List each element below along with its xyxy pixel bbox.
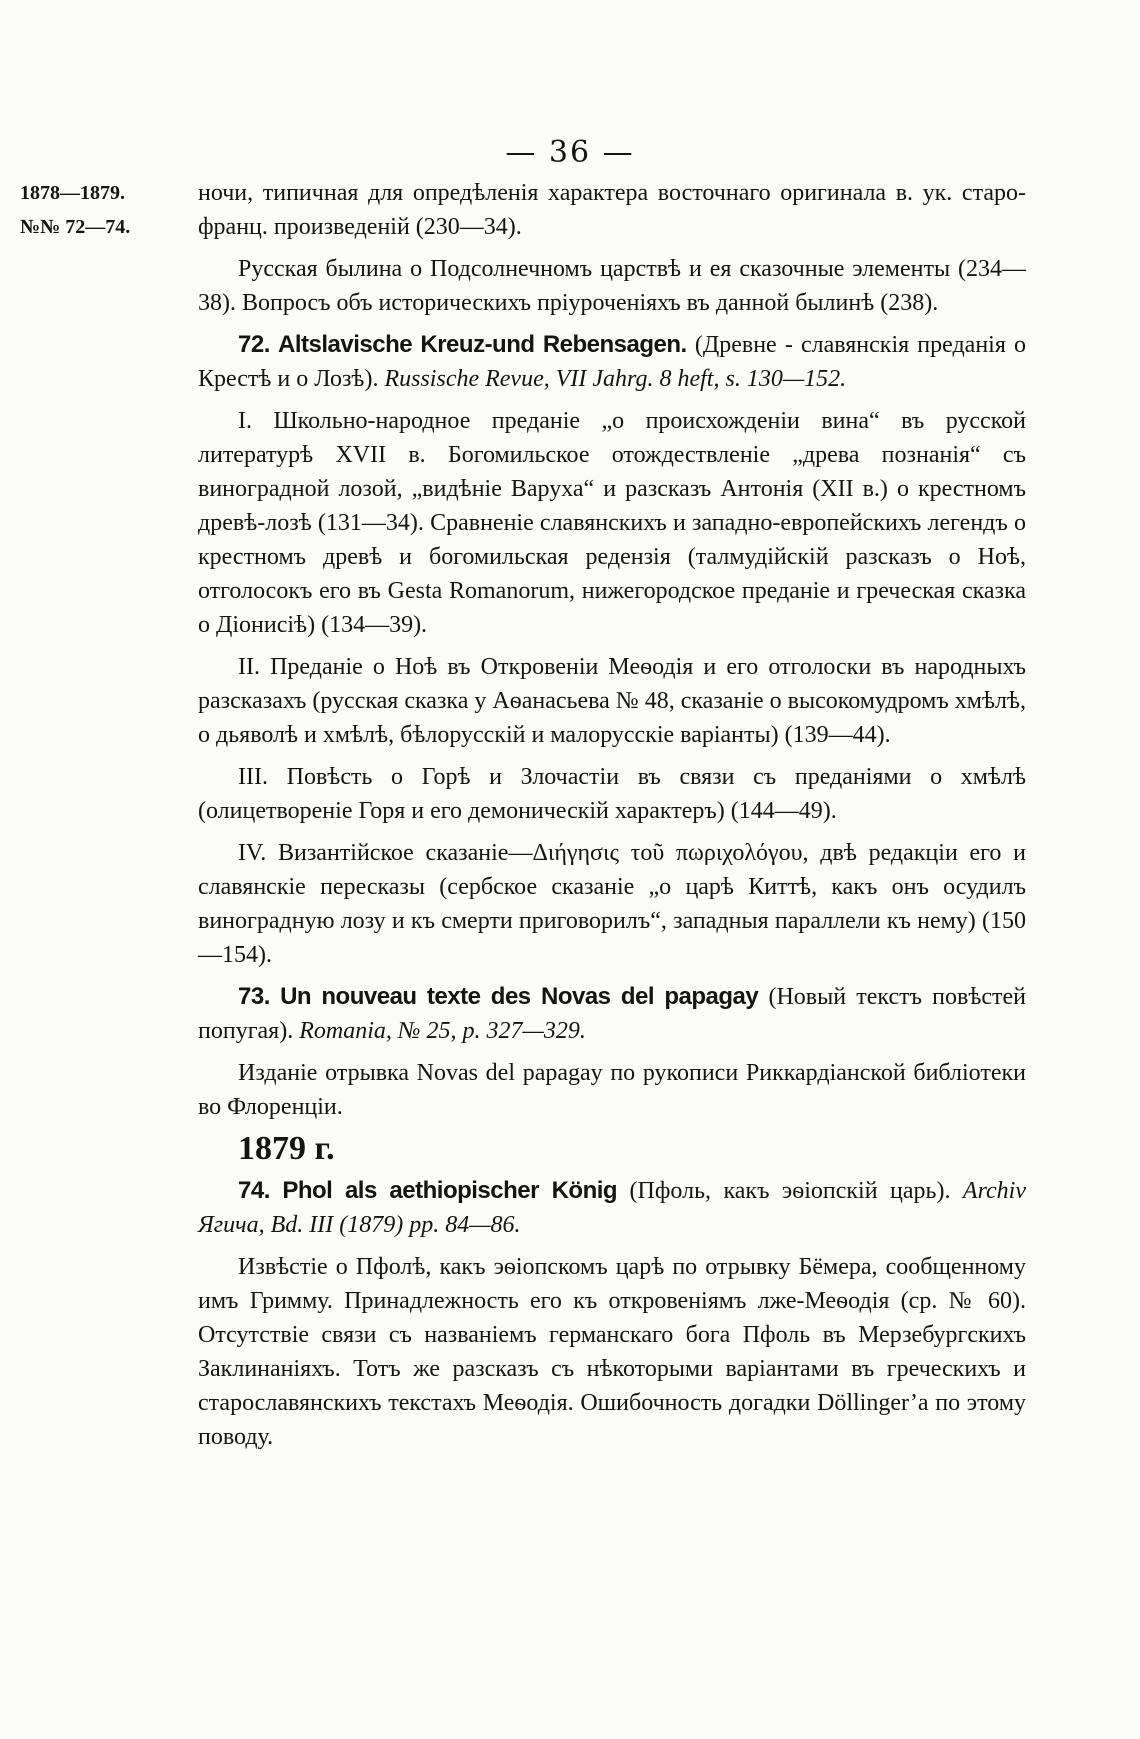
entry-74-description: Извѣстіе о Пфолѣ, какъ эѳіопскомъ царѣ по отрывку Бёмера, сообщенному имъ Гримму. Принадлежность его къ откровеніямъ лже-Меѳодія (ср. № 60). Отсутствіе связи съ названіемъ германскаго бога Пфоль въ Мерзебургскихъ Заклинаніяхъ. Тотъ же разсказъ съ нѣкоторыми варіантами въ греческихъ и старославянскихъ текстахъ Меѳодія. Ошибочность догадки Döllinger’a по этому поводу. [198, 1254, 1027, 1450]
page-number: — 36 — [505, 135, 635, 170]
entry-72-number: 72. [238, 331, 270, 358]
entry-74-source: Archiv Ягича, Bd. III (1879) pp. 84—86. [198, 1178, 1027, 1238]
entry-73-description: Изданіе отрывка Novas del papagay по рукописи Риккардіанской библіотеки во Флоренціи. [198, 1060, 1026, 1120]
entry-72-section-4: IV. Византійское сказаніе—Διήγησις τοῦ πωριχολόγου, двѣ редакціи его и славянскіе пересказы (сербское сказаніе „о царѣ Киттѣ, какъ онъ осудилъ виноградную лозу и къ смерти приговорилъ“, западныя параллели къ нему) (150—154). [198, 840, 1026, 968]
year-heading: 1879 г. [238, 1130, 335, 1167]
entry-73-number: 73. [238, 983, 270, 1010]
entry-72-translation: (Древне - славянскія преданія о Крестѣ и о Лозѣ). [198, 332, 1027, 392]
intro-paragraph-2: Русская былина о Подсолнечномъ царствѣ и ея сказочные элементы (234—38). Вопросъ объ историческихъ пріуроченіяхъ въ данной былинѣ (238). [198, 256, 1026, 316]
entry-72-source: Russische Revue, VII Jahrg. 8 heft, s. 130—152. [384, 366, 847, 392]
margin-years: 1878—1879. [20, 182, 125, 204]
entry-73-translation: (Новый текстъ повѣстей попугая). [198, 984, 1027, 1044]
entry-73-source: Romania, № 25, p. 327—329. [299, 1018, 586, 1044]
entry-73-heading [198, 980, 1026, 1048]
entry-74-number: 74. [238, 1177, 270, 1204]
entry-72-title: Altslavische Kreuz-und Rebensagen. [278, 331, 687, 358]
entry-74-title: Phol als aethiopischer König [282, 1177, 618, 1204]
intro-paragraph-1: ночи, типичная для опредѣленія характера восточнаго оригинала в. ук. старо-франц. произведеній (230—34). [198, 180, 1026, 240]
text-column [198, 176, 1026, 1462]
entry-72-section-2: II. Преданіе о Ноѣ въ Откровеніи Меѳодія и его отголоски въ народныхъ разсказахъ (русская сказка у Аѳанасьева № 48, сказаніе о высокомудромъ хмѣлѣ, о дьяволѣ и хмѣлѣ, бѣлорусскій и малорусскіе варіанты) (139—44). [198, 654, 1026, 748]
margin-item-range: №№ 72—74. [20, 216, 131, 238]
entry-72-section-3: III. Повѣсть о Горѣ и Злочастіи въ связи съ преданіями о хмѣлѣ (олицетвореніе Горя и его демоническій характеръ) (144—49). [198, 764, 1026, 824]
entry-72-heading [198, 328, 1026, 396]
entry-72-section-1: I. Школьно-народное преданіе „о происхожденіи вина“ въ русской литературѣ XVII в. Богомильское отождествленіе „древа познанія“ съ виноградной лозой, „видѣніе Варуха“ и разсказъ Антонія (XII в.) о крестномъ древѣ-лозѣ (131—34). Сравненіе славянскихъ и западно-европейскихъ легендъ о крестномъ древѣ и богомильская редензія (талмудійскій разсказъ о Ноѣ, отголосокъ его въ Gesta Romanorum, нижегородское преданіе и греческая сказка о Діонисіѣ) (134—39). [198, 408, 1026, 638]
entry-73-title: Un nouveau texte des Novas del papagay [280, 983, 759, 1010]
entry-74-heading [198, 1174, 1026, 1242]
entry-74-translation: (Пфоль, какъ эѳіопскій царь). [629, 1178, 951, 1204]
